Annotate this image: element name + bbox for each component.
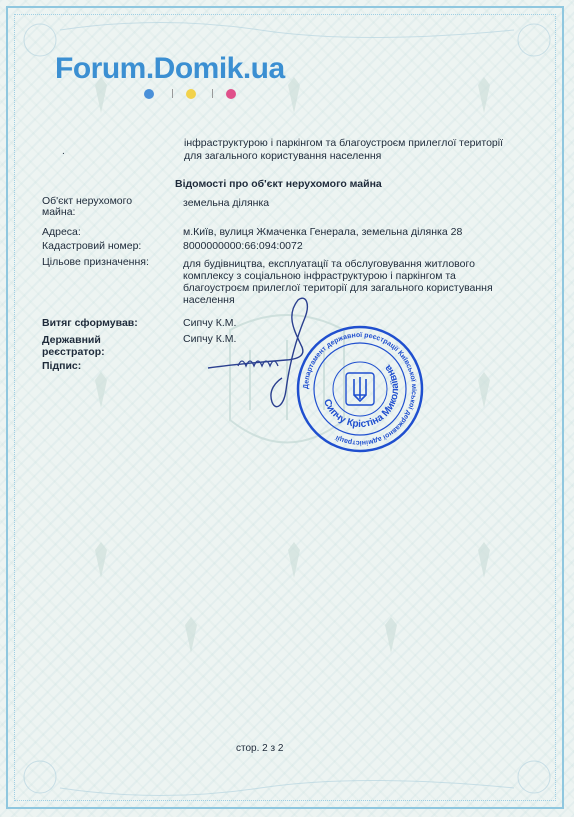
signature-label: Підпис: [42, 360, 82, 372]
field-value: м.Київ, вулиця Жмаченка Генерала, земельна ділянка 28 [183, 226, 463, 238]
continuation-line-1: інфраструктурою і паркінгом та благоустроєм прилеглої території [184, 137, 504, 149]
trident-emblem-icon [346, 373, 374, 405]
page-number: стор. 2 з 2 [236, 743, 284, 754]
field-value: комплексу з соціальною інфраструктурою і паркінгом та [183, 270, 456, 282]
formed-by-value: Сипчу К.М. [183, 317, 237, 329]
field-label: Адреса: [42, 226, 81, 238]
field-label: Цільове призначення: [42, 256, 149, 268]
official-seal [296, 325, 424, 453]
seal-name-text: Сипчу Крістіна Миколаївна [320, 362, 402, 431]
field-value: для будівництва, експлуатації та обслуговування житлового [183, 258, 475, 270]
logo-dots [142, 88, 242, 100]
registrar-label: Державний [42, 334, 101, 346]
registrar-value: Сипчу К.М. [183, 333, 237, 345]
field-label: Об'єкт нерухомого [42, 195, 133, 207]
margin-dot: . [62, 146, 65, 157]
registrar-label: реєстратор: [42, 346, 105, 358]
section-title: Відомості про об'єкт нерухомого майна [175, 178, 382, 190]
logo-divider [212, 89, 213, 98]
field-label: майна: [42, 206, 76, 218]
continuation-line-2: для загального користування населення [184, 150, 382, 162]
logo-dot-pink [226, 89, 236, 99]
logo-divider [172, 89, 173, 98]
field-label: Кадастровий номер: [42, 240, 142, 252]
field-value: благоустроєм прилеглої території для загального користування [183, 282, 493, 294]
field-value: населення [183, 294, 235, 306]
site-logo[interactable]: Forum.Domik.ua [55, 52, 285, 85]
logo-dot-blue [144, 89, 154, 99]
formed-by-label: Витяг сформував: [42, 317, 138, 329]
field-value: 8000000000:66:094:0072 [183, 240, 303, 252]
seal-outer-text: Департамент державної реєстрації Київської міської державної адміністрації [302, 331, 418, 447]
logo-dot-yellow [186, 89, 196, 99]
field-value: земельна ділянка [183, 197, 270, 209]
